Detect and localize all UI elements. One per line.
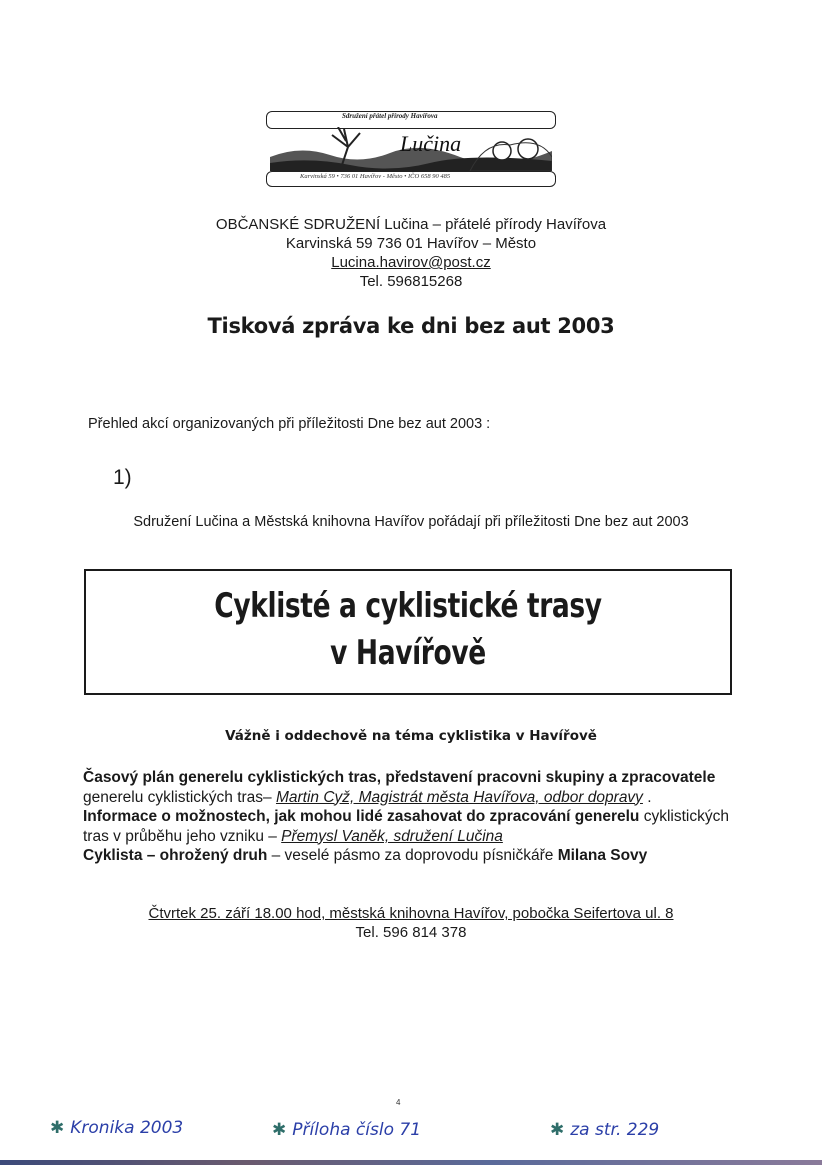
event-phone: Tel. 596 814 378 [355, 924, 467, 941]
event-title [157, 583, 659, 677]
logo-top-text: Sdružení přátel přírody Havířova [342, 112, 438, 120]
program-list [83, 768, 733, 866]
org-address-line: Karvinská 59 736 01 Havířov – Město [285, 235, 537, 252]
scan-bottom-edge [0, 1160, 822, 1165]
program-item-speaker: Martin Cyž, Magistrát města Havířova, odbor dopravy [275, 788, 643, 806]
asterisk-icon: ✱ [550, 1120, 565, 1140]
org-email-container [0, 253, 822, 272]
item-number: 1) [113, 466, 132, 489]
program-item-speaker: Přemysl Vaněk, sdružení Lučina [281, 827, 503, 845]
program-item-text: cyklistických tras v průběhu jeho vzniku – [83, 808, 729, 845]
event-subtitle: Vážně i oddechově na téma cyklistika v Havířově [225, 728, 597, 744]
handwritten-note-attachment [272, 1120, 421, 1140]
handwritten-note-text: Kronika 2003 [70, 1118, 184, 1138]
program-item [83, 846, 733, 866]
org-phone: Tel. 596815268 [359, 273, 463, 290]
organization-logo [262, 103, 560, 191]
org-name-line: OBČANSKÉ SDRUŽENÍ Lučina – přátelé přírody Havířova [215, 216, 607, 233]
handwritten-note-text: Příloha číslo 71 [292, 1120, 422, 1140]
overview-intro: Přehled akcí organizovaných při příležitosti Dne bez aut 2003 : [88, 416, 491, 432]
event-when-where [0, 904, 822, 942]
asterisk-icon: ✱ [50, 1118, 65, 1138]
press-release-title: Tisková zpráva ke dni bez aut 2003 [207, 314, 615, 338]
event-title-line-2: v Havířově [330, 633, 486, 673]
program-item-bold: Informace o možnostech, jak mohou lidé zasahovat do zpracování generelu [83, 808, 640, 825]
handwritten-note-chronicle [50, 1118, 183, 1138]
program-item [83, 768, 733, 807]
event-title-line-1: Cyklisté a cyklistické trasy [214, 586, 602, 626]
organizers-text: Sdružení Lučina a Městská knihovna Havířov pořádají při příležitosti Dne bez aut 2003 [133, 514, 689, 530]
event-datetime-place: Čtvrtek 25. září 18.00 hod, městská knihovna Havířov, pobočka Seifertova ul. 8 [148, 905, 674, 922]
program-item [83, 807, 733, 846]
handwritten-note-text: za str. 229 [570, 1120, 660, 1140]
program-item-text: – veselé pásmo za doprovodu písničkáře [267, 847, 558, 864]
program-item-performer: Milana Sovy [557, 847, 648, 864]
logo-address: Karvinská 59 • 736 01 Havířov - Město • IČO 658 90 485 [300, 173, 451, 180]
handwritten-note-page [550, 1120, 659, 1140]
program-item-end: . [642, 788, 652, 806]
logo-name: Lučina [400, 131, 462, 156]
program-item-bold: Časový plán generelu cyklistických tras, představení pracovni skupiny a zpracovatele [83, 769, 716, 786]
page-mark: 4 [396, 1098, 401, 1107]
org-email-link[interactable]: Lucina.havirov@post.cz [331, 254, 491, 271]
event-title-box [84, 569, 732, 695]
program-item-bold: Cyklista – ohrožený druh [83, 847, 268, 864]
program-item-text: generelu cyklistických tras– [83, 788, 276, 806]
asterisk-icon: ✱ [272, 1120, 287, 1140]
